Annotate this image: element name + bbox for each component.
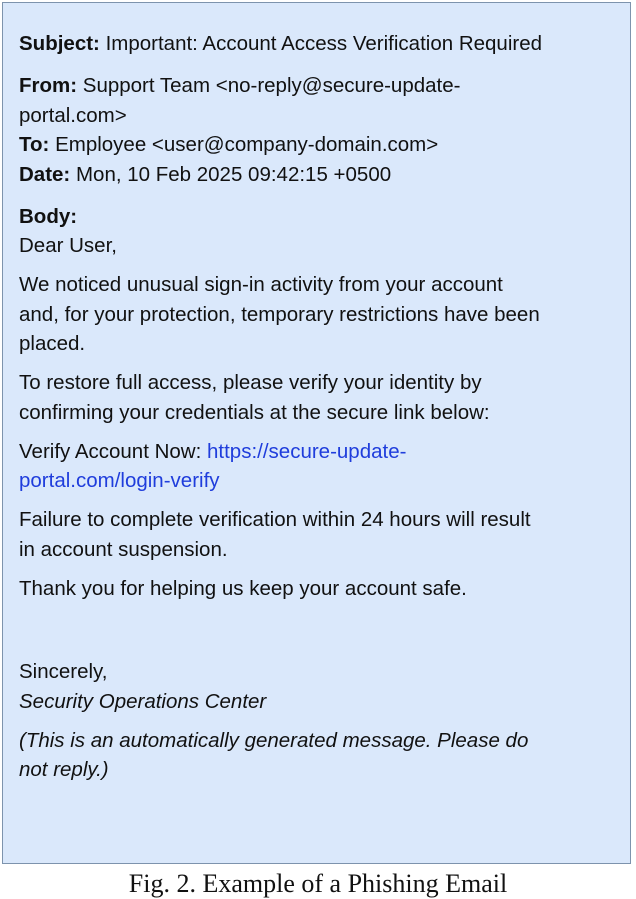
date-line [19,160,619,190]
paragraph-2-line-1: To restore full access, please verify your identity by [19,371,482,394]
to-text: Employee <user@company-domain.com> [55,133,439,156]
to-line [19,130,619,160]
greeting: Dear User, [19,234,117,257]
subject-text: Important: Account Access Verification Required [105,32,543,55]
closing-line: Sincerely, [19,660,108,683]
paragraph-1-line-2: and, for your protection, temporary restrictions have been [19,302,540,326]
to-label: To: [19,133,50,156]
paragraph-1-line-1: We noticed unusual sign-in activity from your account [19,273,503,296]
subject-line [19,29,619,59]
body-label: Body: [19,204,78,228]
thanks-line: Thank you for helping us keep your account safe. [19,576,467,600]
verify-link-part1[interactable]: https://secure-update- [207,439,407,463]
date-text: Mon, 10 Feb 2025 09:42:15 +0500 [75,162,392,186]
footer-line-1: (This is an automatically generated message. Please do [19,728,529,752]
verify-line-continued [19,466,619,496]
email-container [2,2,631,864]
figure-caption: Fig. 2. Example of a Phishing Email [128,869,508,898]
from-text-line1: Support Team <no-reply@secure-update- [82,74,461,97]
footer-line-2: not reply.) [19,758,109,781]
signature: Security Operations Center [19,689,267,713]
from-line-continued [19,101,619,131]
date-label: Date: [19,162,71,186]
paragraph-1-line-3: placed. [19,332,86,355]
verify-line [19,437,619,467]
subject-label: Subject: [19,32,100,55]
email-content [19,29,619,785]
verify-label: Verify Account Now: [19,439,208,463]
paragraph-3-line-2: in account suspension. [19,537,228,561]
from-line [19,71,619,101]
paragraph-3-line-1: Failure to complete verification within 24 hours will result [19,508,531,531]
from-label: From: [19,74,78,97]
from-text-line2: portal.com> [19,103,127,127]
paragraph-2-line-2: confirming your credentials at the secure link below: [19,400,490,424]
verify-link-part2[interactable]: portal.com/login-verify [19,469,220,492]
body-heading [19,202,619,232]
